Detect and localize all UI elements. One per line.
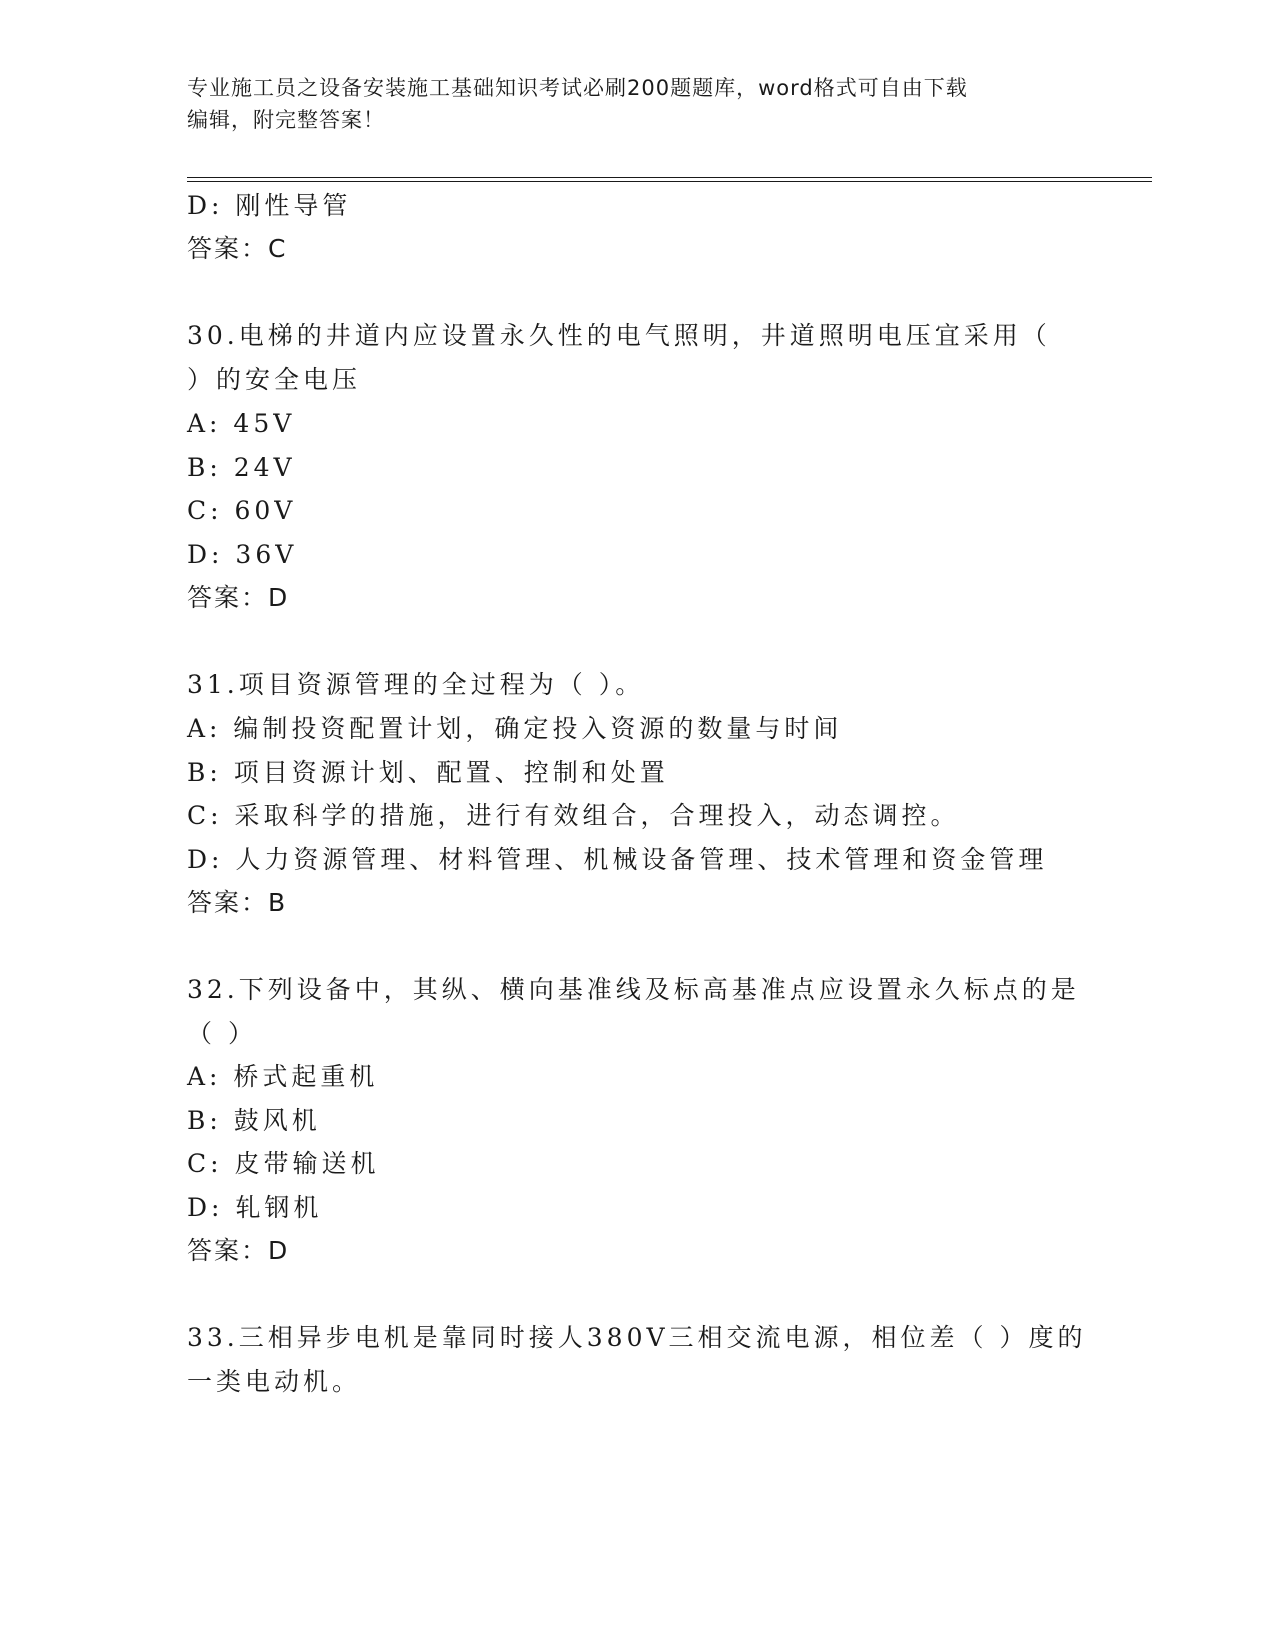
q31-stem-line-1: 31.项目资源管理的全过程为（ ）。 bbox=[187, 670, 645, 699]
q31-option-c: C: 采取科学的措施，进行有效组合，合理投入，动态调控。 bbox=[187, 801, 960, 830]
q32-option-a: A: 桥式起重机 bbox=[187, 1062, 379, 1091]
q32-answer: 答案：D bbox=[187, 1236, 290, 1265]
q30-answer: 答案：D bbox=[187, 583, 290, 612]
q30-option-d: D: 36V bbox=[187, 540, 298, 569]
q30-option-b: B: 24V bbox=[187, 453, 296, 482]
q33-stem-line-2: 一类电动机。 bbox=[187, 1367, 362, 1396]
q30-stem-line-2: ）的安全电压 bbox=[187, 365, 362, 394]
q31-option-a: A: 编制投资配置计划，确定投入资源的数量与时间 bbox=[187, 714, 843, 743]
header-divider-top bbox=[187, 177, 1152, 178]
q32-option-b: B: 鼓风机 bbox=[187, 1106, 321, 1135]
prev-option-d: D: 刚性导管 bbox=[187, 191, 352, 220]
q31-answer: 答案：B bbox=[187, 888, 288, 917]
q32-stem-line-2: （ ） bbox=[187, 1019, 257, 1048]
q32-option-d: D: 轧钢机 bbox=[187, 1193, 323, 1222]
header-title-line-2: 编辑，附完整答案！ bbox=[187, 108, 385, 132]
q33-stem-line-1: 33.三相异步电机是靠同时接人380V三相交流电源，相位差（ ）度的 bbox=[187, 1323, 1087, 1352]
q31-option-d: D: 人力资源管理、材料管理、机械设备管理、技术管理和资金管理 bbox=[187, 845, 1048, 874]
header-title-line-1: 专业施工员之设备安装施工基础知识考试必刷200题题库，word格式可自由下载 bbox=[187, 76, 968, 100]
q32-stem-line-1: 32.下列设备中，其纵、横向基准线及标高基准点应设置永久标点的是 bbox=[187, 975, 1080, 1004]
q32-option-c: C: 皮带输送机 bbox=[187, 1149, 380, 1178]
q30-stem-line-1: 30.电梯的井道内应设置永久性的电气照明，井道照明电压宜采用（ bbox=[187, 321, 1051, 350]
prev-answer: 答案：C bbox=[187, 234, 288, 263]
q31-option-b: B: 项目资源计划、配置、控制和处置 bbox=[187, 758, 669, 787]
header-divider-bottom bbox=[187, 181, 1152, 182]
document-header bbox=[187, 72, 1067, 136]
q30-option-a: A: 45V bbox=[187, 409, 296, 438]
q30-option-c: C: 60V bbox=[187, 496, 297, 525]
